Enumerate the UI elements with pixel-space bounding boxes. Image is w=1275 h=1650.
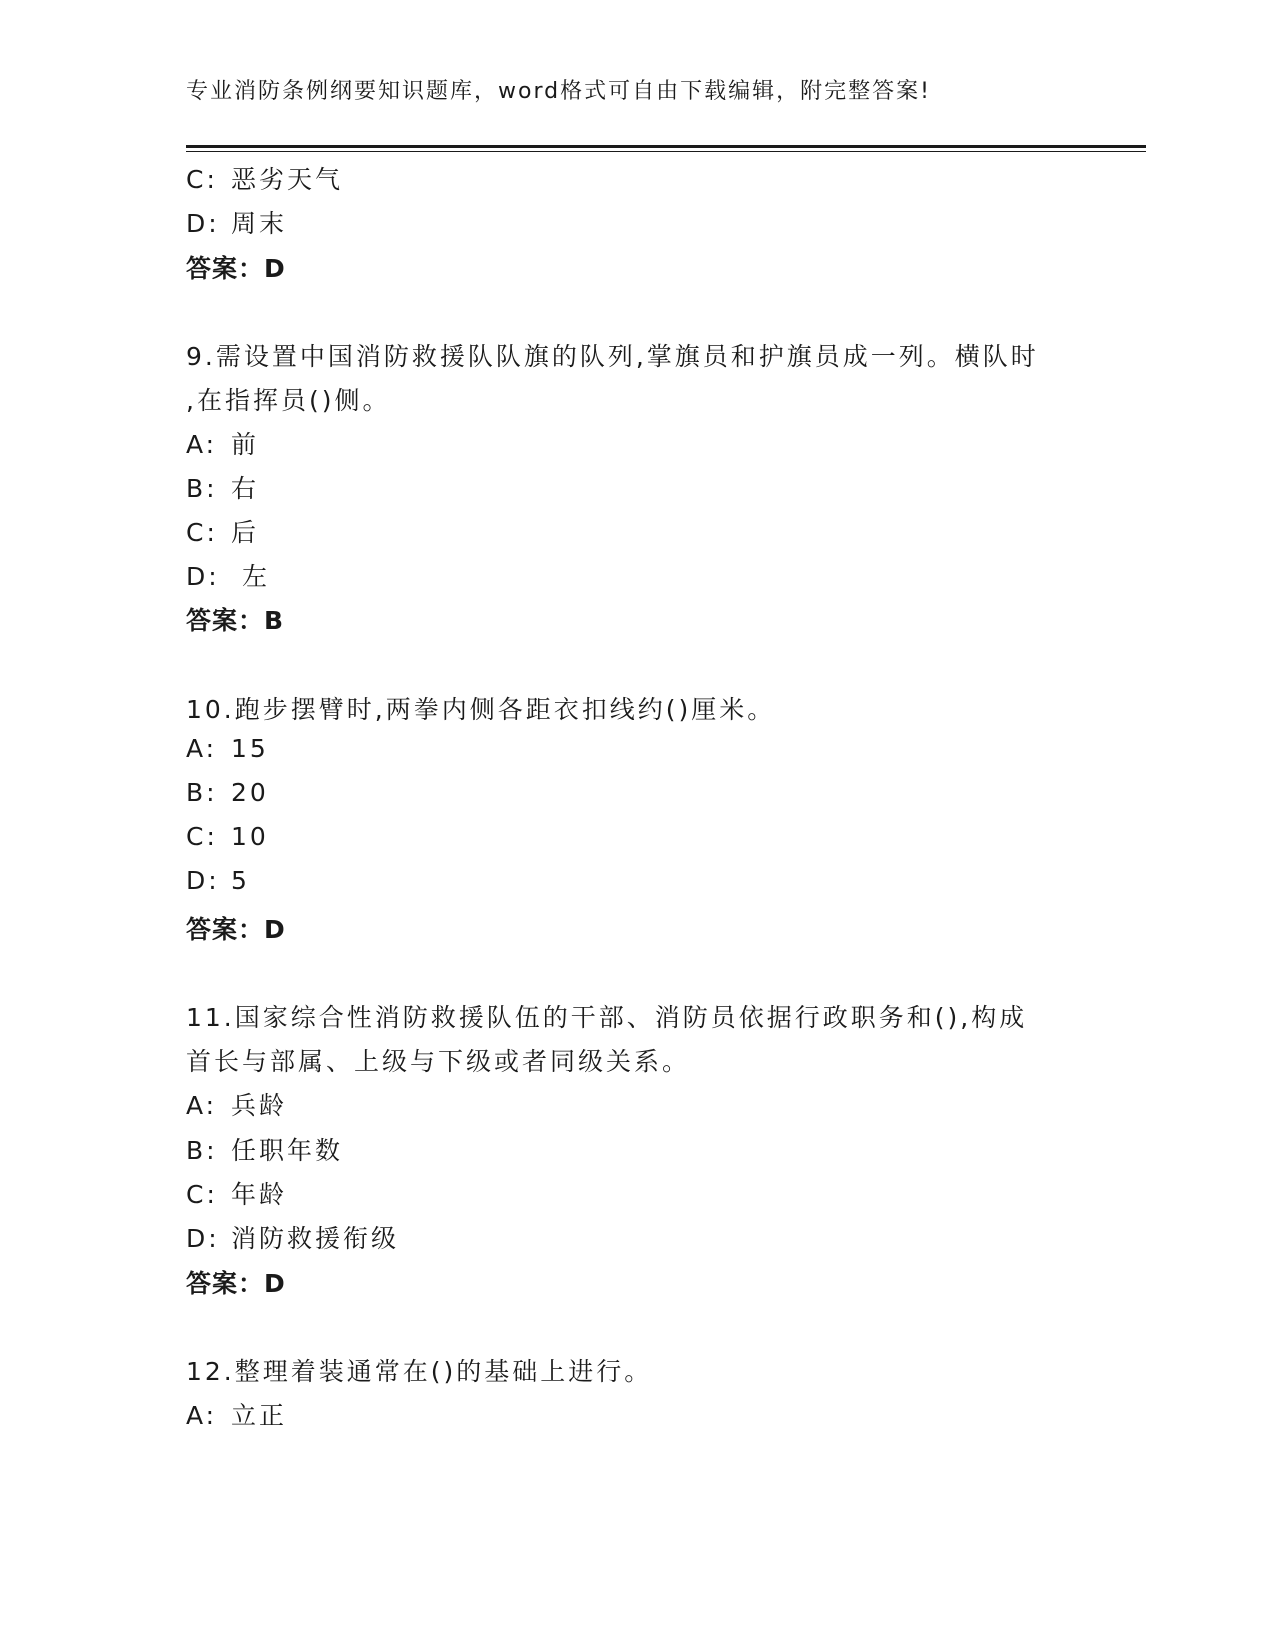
option-c [186, 160, 343, 196]
header-rule-thick [186, 145, 1146, 148]
option-text: 立正 [231, 1401, 288, 1430]
option-c [186, 1175, 287, 1211]
option-d [186, 557, 270, 593]
option-text: 前 [231, 430, 260, 459]
header-text: 专业消防条例纲要知识题库，word格式可自由下载编辑，附完整答案! [186, 79, 931, 104]
option-text: 后 [231, 518, 260, 547]
option-text: 15 [231, 734, 269, 763]
header-rule-thin [186, 151, 1146, 152]
option-label: A: [186, 430, 218, 459]
question-stem-line: 11.国家综合性消防救援队伍的干部、消防员依据行政职务和(),构成 [186, 1003, 1028, 1032]
option-text: 10 [231, 822, 269, 851]
option-text: 20 [231, 778, 269, 807]
option-a [186, 734, 269, 763]
option-label: C: [186, 822, 218, 851]
option-text: 周末 [231, 209, 288, 238]
option-c [186, 513, 259, 549]
option-label: D: [186, 562, 220, 591]
option-a [186, 1086, 287, 1122]
option-b [186, 1131, 343, 1167]
answer-line: 答案：B [186, 606, 285, 635]
option-b [186, 469, 259, 505]
option-label: A: [186, 1091, 218, 1120]
option-label: B: [186, 1136, 218, 1165]
option-text: 兵龄 [231, 1091, 288, 1120]
option-label: D: [186, 209, 220, 238]
question-stem-line: 12.整理着装通常在()的基础上进行。 [186, 1357, 653, 1386]
option-label: C: [186, 165, 218, 194]
option-a [186, 1396, 287, 1432]
option-label: D: [186, 866, 220, 895]
option-d [186, 866, 250, 895]
question-stem-line: ,在指挥员()侧。 [186, 386, 391, 415]
option-label: D: [186, 1224, 220, 1253]
option-label: A: [186, 734, 218, 763]
option-text: 年龄 [231, 1180, 288, 1209]
option-label: B: [186, 778, 218, 807]
answer-line: 答案：D [186, 1269, 286, 1298]
option-label: C: [186, 1180, 218, 1209]
option-text: 左 [231, 562, 270, 591]
answer-line: 答案：D [186, 915, 286, 944]
question-stem-line: 10.跑步摆臂时,两拳内侧各距衣扣线约()厘米。 [186, 695, 776, 724]
option-label: A: [186, 1401, 218, 1430]
option-text: 消防救援衔级 [231, 1224, 400, 1253]
option-label: B: [186, 474, 218, 503]
option-text: 恶劣天气 [231, 165, 344, 194]
question-stem-line: 首长与部属、上级与下级或者同级关系。 [186, 1047, 691, 1076]
question-stem-line: 9.需设置中国消防救援队队旗的队列,掌旗员和护旗员成一列。横队时 [186, 342, 1039, 371]
option-text: 右 [231, 474, 260, 503]
option-text: 任职年数 [231, 1136, 344, 1165]
option-d [186, 1219, 399, 1255]
option-d [186, 204, 287, 240]
option-text: 5 [231, 866, 250, 895]
option-c [186, 822, 269, 851]
answer-line: 答案：D [186, 254, 286, 283]
option-b [186, 778, 269, 807]
option-a [186, 425, 259, 461]
option-label: C: [186, 518, 218, 547]
